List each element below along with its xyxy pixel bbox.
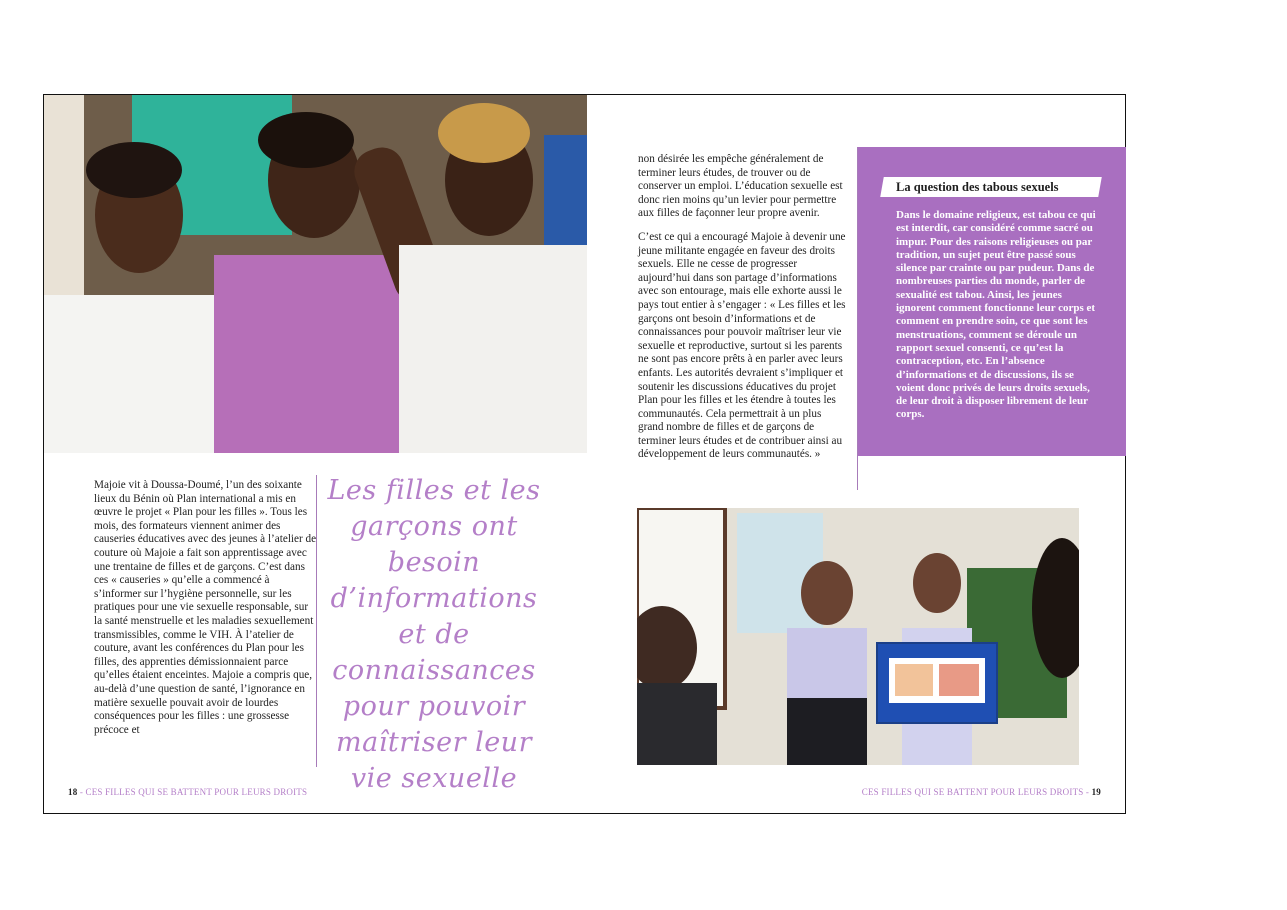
footer-left-title: CES FILLES QUI SE BATTENT POUR LEURS DROITS [85, 787, 308, 797]
footer-right [862, 787, 1101, 797]
sidebar-box-title-text: La question des tabous sexuels [896, 180, 1059, 194]
footer-separator: - [77, 787, 86, 797]
column-divider [316, 475, 317, 767]
sidebar-box-title [880, 177, 1102, 197]
photo-girls-discussion [44, 95, 587, 453]
middle-body-text [638, 153, 848, 472]
pull-quote: Les filles et les garçons ont besoin d’informations et de connaissances pour pouvoir maîtriser leur vie sexuelle [327, 475, 541, 794]
middle-paragraph: non désirée les empêche généralement de terminer leurs études, de trouver ou de conserver un emploi. L’éducation sexuelle est donc rien moins qu’un levier pour permettre aux filles de façonner leur propre avenir. [638, 153, 843, 220]
middle-paragraph: C’est ce qui a encouragé Majoie à devenir une jeune militante engagée en faveur des droits sexuels. Elle ne cesse de progresser aujourd’hui dans son partage d’informations avec son entourage, mais elle exhorte aussi le pays tout entier à s’engager : « Les filles et les garçons ont besoin d’informations et de connaissances pour pouvoir maîtriser leur vie sexuelle et reproductive, surtout si les parents ne sont pas encore prêts à en parler avec leurs enfants. Les autorités devraient s’impliquer et soutenir les discussions éducatives du projet Plan pour les filles et les étendre à toutes les communautés. Cela permettrait à un plus grand nombre de filles et de garçons de terminer leurs études et de contribuer ainsi au développement de leurs communautés. » [638, 230, 846, 461]
footer-left [68, 787, 307, 797]
footer-right-title: CES FILLES QUI SE BATTENT POUR LEURS DROITS [861, 787, 1084, 797]
sidebar-box [858, 147, 1126, 456]
footer-separator: - [1083, 787, 1092, 797]
page-number-left: 18 [68, 787, 78, 797]
sidebar-box-body: Dans le domaine religieux, est tabou ce qui est interdit, car considéré comme sacré ou impur. Pour des raisons religieuses ou par tradition, un sujet peut être passé sous silence par crainte ou par pudeur. Dans de nombreuses parties du monde, parler de sexualité est tabou. Ainsi, les jeunes ignorent comment fonctionne leur corps et comment en prendre soin, ce que sont les menstruations, comment se déroule un rapport sexuel consenti, ce qu’est la contraception, etc. En l’absence d’informations et de discussions, ils se voient donc privés de leurs droits sexuels, de leur droit à disposer librement de leur corps. [896, 209, 1096, 421]
photo-flipchart-presentation [637, 508, 1079, 765]
magazine-spread [43, 94, 1126, 814]
page-number-right: 19 [1091, 787, 1101, 797]
left-body-text: Majoie vit à Doussa-Doumé, l’un des soixante lieux du Bénin où Plan international a mis en œuvre le projet « Plan pour les filles ». Tous les mois, des formateurs viennent animer des causeries éducatives avec des jeunes à l’atelier de couture où Majoie a fait son apprentissage avec une trentaine de filles et de garçons. C’est dans ces « causeries » qu’elle a commencé à s’informer sur l’hygiène personnelle, sur les pratiques pour une vie sexuelle responsable, sur la santé menstruelle et les maladies sexuellement transmissibles, comme le VIH. À l’atelier de couture, avant les conférences du Plan pour les filles, des apprenties démissionnaient parce qu’elles étaient enceintes. Majoie a compris que, au-delà d’une question de santé, l’ignorance en matière sexuelle pouvait avoir de lourdes conséquences pour les filles : une grossesse précoce et [94, 479, 317, 736]
